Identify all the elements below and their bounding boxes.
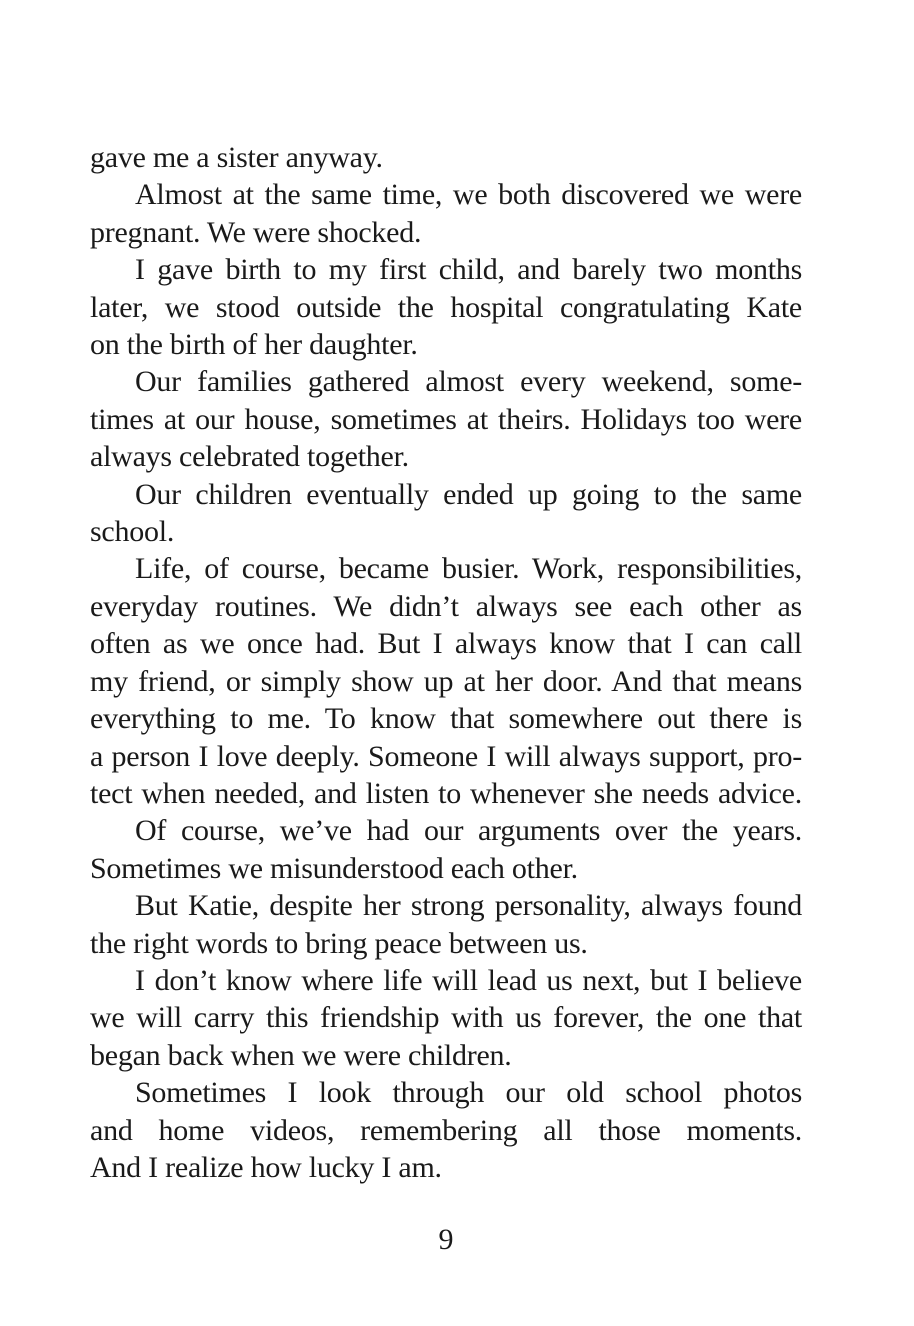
text-line: school.: [90, 515, 175, 549]
paragraph: [90, 363, 802, 475]
text-line: later, we stood outside the hospital congratulating Kate: [90, 290, 802, 324]
text-line: I gave birth to my first child, and barely two months: [135, 253, 802, 287]
text-line: tect when needed, and listen to whenever she needs advice.: [90, 776, 802, 810]
text-line: Of course, we’ve had our arguments over the years.: [135, 814, 802, 848]
text-line: the right words to bring peace between us.: [90, 926, 588, 960]
text-line: we will carry this friendship with us forever, the one that: [90, 1001, 802, 1035]
text-line: And I realize how lucky I am.: [90, 1150, 442, 1184]
text-line: everyday routines. We didn’t always see each other as: [90, 589, 802, 623]
text-line: Life, of course, became busier. Work, responsibilities,: [135, 552, 802, 586]
text-line: pregnant. We were shocked.: [90, 215, 422, 249]
text-line: always celebrated together.: [90, 440, 409, 474]
paragraph: [90, 1074, 802, 1186]
paragraph: [90, 550, 802, 812]
paragraph: [90, 812, 802, 887]
body-text: [90, 139, 802, 1186]
text-line: a person I love deeply. Someone I will always support, pro-: [90, 739, 802, 773]
text-line: often as we once had. But I always know that I can call: [90, 627, 802, 661]
text-line: But Katie, despite her strong personality, always found: [135, 889, 802, 923]
text-line: and home videos, remembering all those moments.: [90, 1113, 802, 1147]
paragraph: [90, 476, 802, 551]
text-line: Our families gathered almost every weekend, some-: [135, 365, 802, 399]
text-line: Our children eventually ended up going to the same: [135, 477, 802, 511]
text-line: I don’t know where life will lead us next, but I believe: [135, 963, 802, 997]
text-line: Sometimes we misunderstood each other.: [90, 851, 578, 885]
paragraph: [90, 962, 802, 1074]
text-line: began back when we were children.: [90, 1038, 512, 1072]
text-line: Sometimes I look through our old school photos: [135, 1076, 802, 1110]
paragraph: [90, 887, 802, 962]
text-line: times at our house, sometimes at theirs. Holidays too were: [90, 402, 802, 436]
text-line: on the birth of her daughter.: [90, 328, 418, 362]
paragraph: [90, 139, 802, 176]
page-number: 9: [438, 1223, 454, 1256]
text-line: Almost at the same time, we both discovered we were: [135, 178, 802, 212]
text-line: everything to me. To know that somewhere out there is: [90, 702, 802, 736]
text-line: gave me a sister anyway.: [90, 141, 383, 174]
paragraph: [90, 176, 802, 251]
text-line: my friend, or simply show up at her door. And that means: [90, 664, 802, 698]
paragraph: [90, 251, 802, 363]
